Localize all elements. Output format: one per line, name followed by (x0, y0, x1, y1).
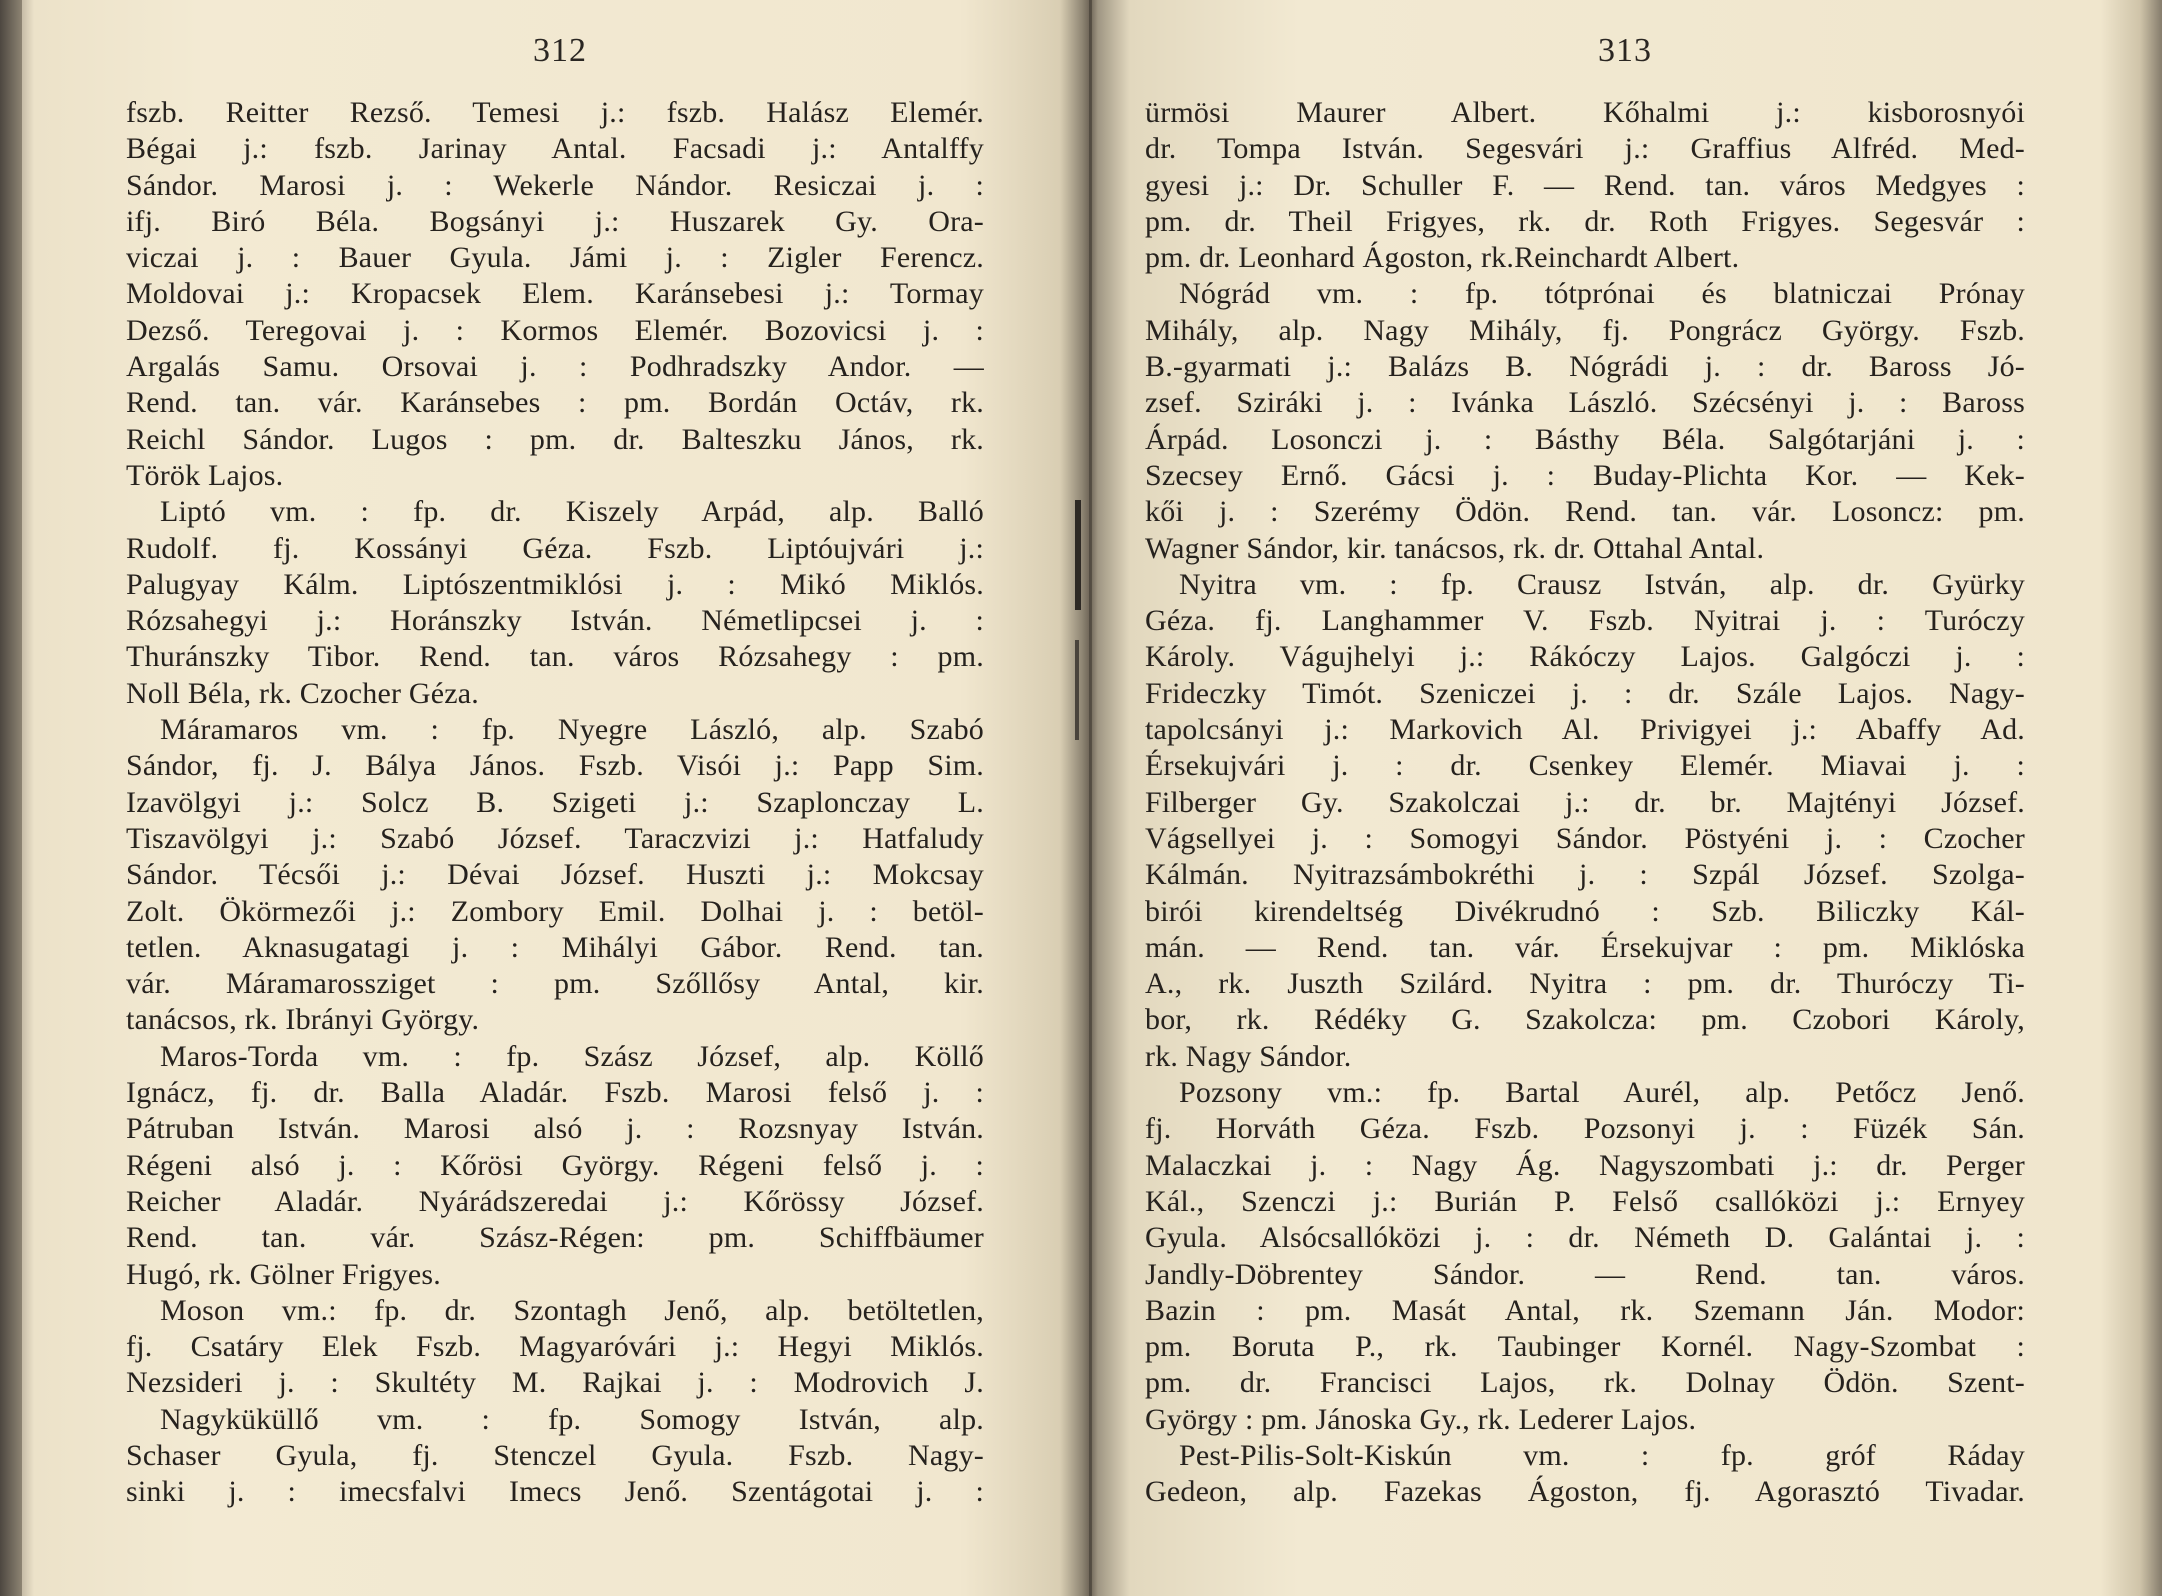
text-line: pm. dr. Francisci Lajos, rk. Dolnay Ödön. Szent- (1145, 1366, 2025, 1400)
text-line: sinki j. : imecsfalvi Imecs Jenő. Szentágotai j. : (126, 1475, 984, 1509)
text-line: Moson vm.: fp. dr. Szontagh Jenő, alp. betöltetlen, (160, 1293, 984, 1327)
left-page (60, 0, 1060, 1596)
page-text (126, 95, 984, 1511)
text-line: Zolt. Ökörmezői j.: Zombory Emil. Dolhai j. : betöl- (126, 894, 984, 928)
text-line: Vágsellyei j. : Somogyi Sándor. Pöstyéni j. : Czocher (1145, 821, 2025, 855)
text-line: Ignácz, fj. dr. Balla Aladár. Fszb. Marosi felső j. : (126, 1076, 984, 1110)
text-line: Nezsideri j. : Skultéty M. Rajkai j. : Modrovich J. (126, 1366, 984, 1400)
ink-mark (1075, 500, 1081, 610)
page-number: 312 (533, 32, 587, 69)
text-line: viczai j. : Bauer Gyula. Jámi j. : Zigler Ferencz. (126, 241, 984, 275)
text-line: Régeni alsó j. : Kőrösi György. Régeni felső j. : (126, 1148, 984, 1182)
ink-mark (1075, 640, 1079, 740)
text-line: Rudolf. fj. Kossányi Géza. Fszb. Liptóujvári j.: (126, 531, 984, 565)
text-line: Máramaros vm. : fp. Nyegre László, alp. Szabó (160, 713, 984, 747)
text-line: rk. Nagy Sándor. (1145, 1039, 1352, 1073)
text-line: bor, rk. Rédéky G. Szakolcza: pm. Czobori Károly, (1145, 1003, 2025, 1037)
right-page (1125, 0, 2125, 1596)
text-line: pm. dr. Theil Frigyes, rk. dr. Roth Frigyes. Segesvár : (1145, 204, 2025, 238)
text-line: Sándor. Marosi j. : Wekerle Nándor. Resiczai j. : (126, 168, 984, 202)
text-line: Palugyay Kálm. Liptószentmiklósi j. : Mikó Miklós. (126, 567, 984, 601)
text-line: Rend. tan. vár. Szász-Régen: pm. Schiffbäumer (126, 1221, 984, 1255)
text-line: Árpád. Losonczi j. : Básthy Béla. Salgótarjáni j. : (1145, 422, 2025, 456)
text-line: Reichl Sándor. Lugos : pm. dr. Balteszku János, rk. (126, 422, 984, 456)
text-line: tapolcsányi j.: Markovich Al. Privigyei j.: Abaffy Ad. (1145, 713, 2025, 747)
text-line: fszb. Reitter Rezső. Temesi j.: fszb. Halász Elemér. (126, 96, 984, 129)
text-line: Rend. tan. vár. Karánsebes : pm. Bordán Octáv, rk. (126, 386, 984, 420)
text-line: Liptó vm. : fp. dr. Kiszely Arpád, alp. Balló (160, 495, 984, 529)
text-line: pm. dr. Leonhard Ágoston, rk.Reinchardt Albert. (1145, 241, 1740, 275)
text-line: tanácsos, rk. Ibrányi György. (126, 1003, 480, 1037)
text-line: kői j. : Szerémy Ödön. Rend. tan. vár. Losoncz: pm. (1145, 495, 2025, 529)
text-line: Reicher Aladár. Nyárádszeredai j.: Kőrössy József. (126, 1184, 984, 1218)
text-line: Szecsey Ernő. Gácsi j. : Buday-Plichta Kor. — Kek- (1145, 458, 2025, 492)
text-line: B.-gyarmati j.: Balázs B. Nógrádi j. : dr. Baross Jó- (1145, 350, 2025, 384)
text-line: Jandly-Döbrentey Sándor. — Rend. tan. város. (1145, 1257, 2025, 1291)
text-line: Noll Béla, rk. Czocher Géza. (126, 676, 479, 710)
text-line: Dezső. Teregovai j. : Kormos Elemér. Bozovicsi j. : (126, 313, 984, 347)
text-line: Argalás Samu. Orsovai j. : Podhradszky Andor. — (126, 350, 984, 384)
text-line: Hugó, rk. Gölner Frigyes. (126, 1257, 441, 1291)
text-line: birói kirendeltség Divékrudnó : Szb. Biliczky Kál- (1145, 894, 2025, 928)
text-line: fj. Csatáry Elek Fszb. Magyaróvári j.: Hegyi Miklós. (126, 1330, 984, 1364)
text-line: Tiszavölgyi j.: Szabó József. Taraczvizi j.: Hatfaludy (126, 821, 984, 855)
text-line: Bazin : pm. Masát Antal, rk. Szemann Ján. Modor: (1145, 1293, 2025, 1327)
text-line: Maros-Torda vm. : fp. Szász József, alp. Köllő (160, 1039, 984, 1073)
page-number: 313 (1598, 32, 1652, 69)
text-line: dr. Tompa István. Segesvári j.: Graffius Alfréd. Med- (1145, 132, 2025, 166)
text-line: Mihály, alp. Nagy Mihály, fj. Pongrácz György. Fszb. (1145, 313, 2025, 347)
text-line: Nógrád vm. : fp. tótprónai és blatniczai Prónay (1179, 277, 2025, 311)
page-text (1145, 95, 2025, 1511)
text-line: A., rk. Juszth Szilárd. Nyitra : pm. dr. Thuróczy Ti- (1145, 967, 2025, 1001)
text-line: Török Lajos. (126, 458, 284, 492)
text-line: Izavölgyi j.: Solcz B. Szigeti j.: Szaplonczay L. (126, 785, 984, 819)
text-line: ürmösi Maurer Albert. Kőhalmi j.: kisborosnyói (1145, 96, 2025, 129)
text-line: Géza. fj. Langhammer V. Fszb. Nyitrai j. : Turóczy (1145, 604, 2025, 638)
text-line: Thuránszky Tibor. Rend. tan. város Rózsahegy : pm. (126, 640, 984, 674)
text-line: mán. — Rend. tan. vár. Érsekujvar : pm. Miklóska (1145, 930, 2025, 964)
text-line: Schaser Gyula, fj. Stenczel Gyula. Fszb. Nagy- (126, 1438, 984, 1472)
text-line: Pest-Pilis-Solt-Kiskún vm. : fp. gróf Ráday (1179, 1438, 2025, 1472)
text-line: pm. Boruta P., rk. Taubinger Kornél. Nagy-Szombat : (1145, 1330, 2025, 1364)
text-line: tetlen. Aknasugatagi j. : Mihályi Gábor. Rend. tan. (126, 930, 984, 964)
text-line: Sándor. Técsői j.: Dévai József. Huszti j.: Mokcsay (126, 858, 984, 892)
text-line: Károly. Vágujhelyi j.: Rákóczy Lajos. Galgóczi j. : (1145, 640, 2025, 674)
book-spine (1089, 0, 1092, 1596)
text-line: Malaczkai j. : Nagy Ág. Nagyszombati j.: dr. Perger (1145, 1148, 2025, 1182)
text-line: Gedeon, alp. Fazekas Ágoston, fj. Agorasztó Tivadar. (1145, 1475, 2025, 1509)
text-line: ifj. Biró Béla. Bogsányi j.: Huszarek Gy. Ora- (126, 204, 984, 238)
text-line: Wagner Sándor, kir. tanácsos, rk. dr. Ottahal Antal. (1145, 531, 1765, 565)
text-line: Kál., Szenczi j.: Burián P. Felső csallóközi j.: Ernyey (1145, 1184, 2025, 1218)
text-line: Nyitra vm. : fp. Crausz István, alp. dr. Gyürky (1179, 567, 2025, 601)
text-line: György : pm. Jánoska Gy., rk. Lederer Lajos. (1145, 1402, 1697, 1436)
text-line: Érsekujvári j. : dr. Csenkey Elemér. Miavai j. : (1145, 749, 2025, 783)
text-line: gyesi j.: Dr. Schuller F. — Rend. tan. város Medgyes : (1145, 168, 2025, 202)
text-line: Frideczky Timót. Szeniczei j. : dr. Szále Lajos. Nagy- (1145, 676, 2025, 710)
text-line: Sándor, fj. J. Bálya János. Fszb. Visói j.: Papp Sim. (126, 749, 984, 783)
text-line: fj. Horváth Géza. Fszb. Pozsonyi j. : Füzék Sán. (1145, 1112, 2025, 1146)
text-line: zsef. Sziráki j. : Ivánka László. Szécsényi j. : Baross (1145, 386, 2025, 420)
book-edge (0, 0, 22, 1596)
text-line: Gyula. Alsócsallóközi j. : dr. Németh D. Galántai j. : (1145, 1221, 2025, 1255)
text-line: Nagyküküllő vm. : fp. Somogy István, alp. (160, 1402, 984, 1436)
text-line: vár. Máramarossziget : pm. Szőllősy Antal, kir. (126, 967, 984, 1001)
text-line: Pozsony vm.: fp. Bartal Aurél, alp. Petőcz Jenő. (1179, 1076, 2025, 1110)
text-line: Filberger Gy. Szakolczai j.: dr. br. Majtényi József. (1145, 785, 2025, 819)
text-line: Rózsahegyi j.: Horánszky István. Németlipcsei j. : (126, 604, 984, 638)
text-line: Pátruban István. Marosi alsó j. : Rozsnyay István. (126, 1112, 984, 1146)
text-line: Bégai j.: fszb. Jarinay Antal. Facsadi j.: Antalffy (126, 132, 984, 166)
text-line: Kálmán. Nyitrazsámbokréthi j. : Szpál József. Szolga- (1145, 858, 2025, 892)
text-line: Moldovai j.: Kropacsek Elem. Karánsebesi j.: Tormay (126, 277, 984, 311)
